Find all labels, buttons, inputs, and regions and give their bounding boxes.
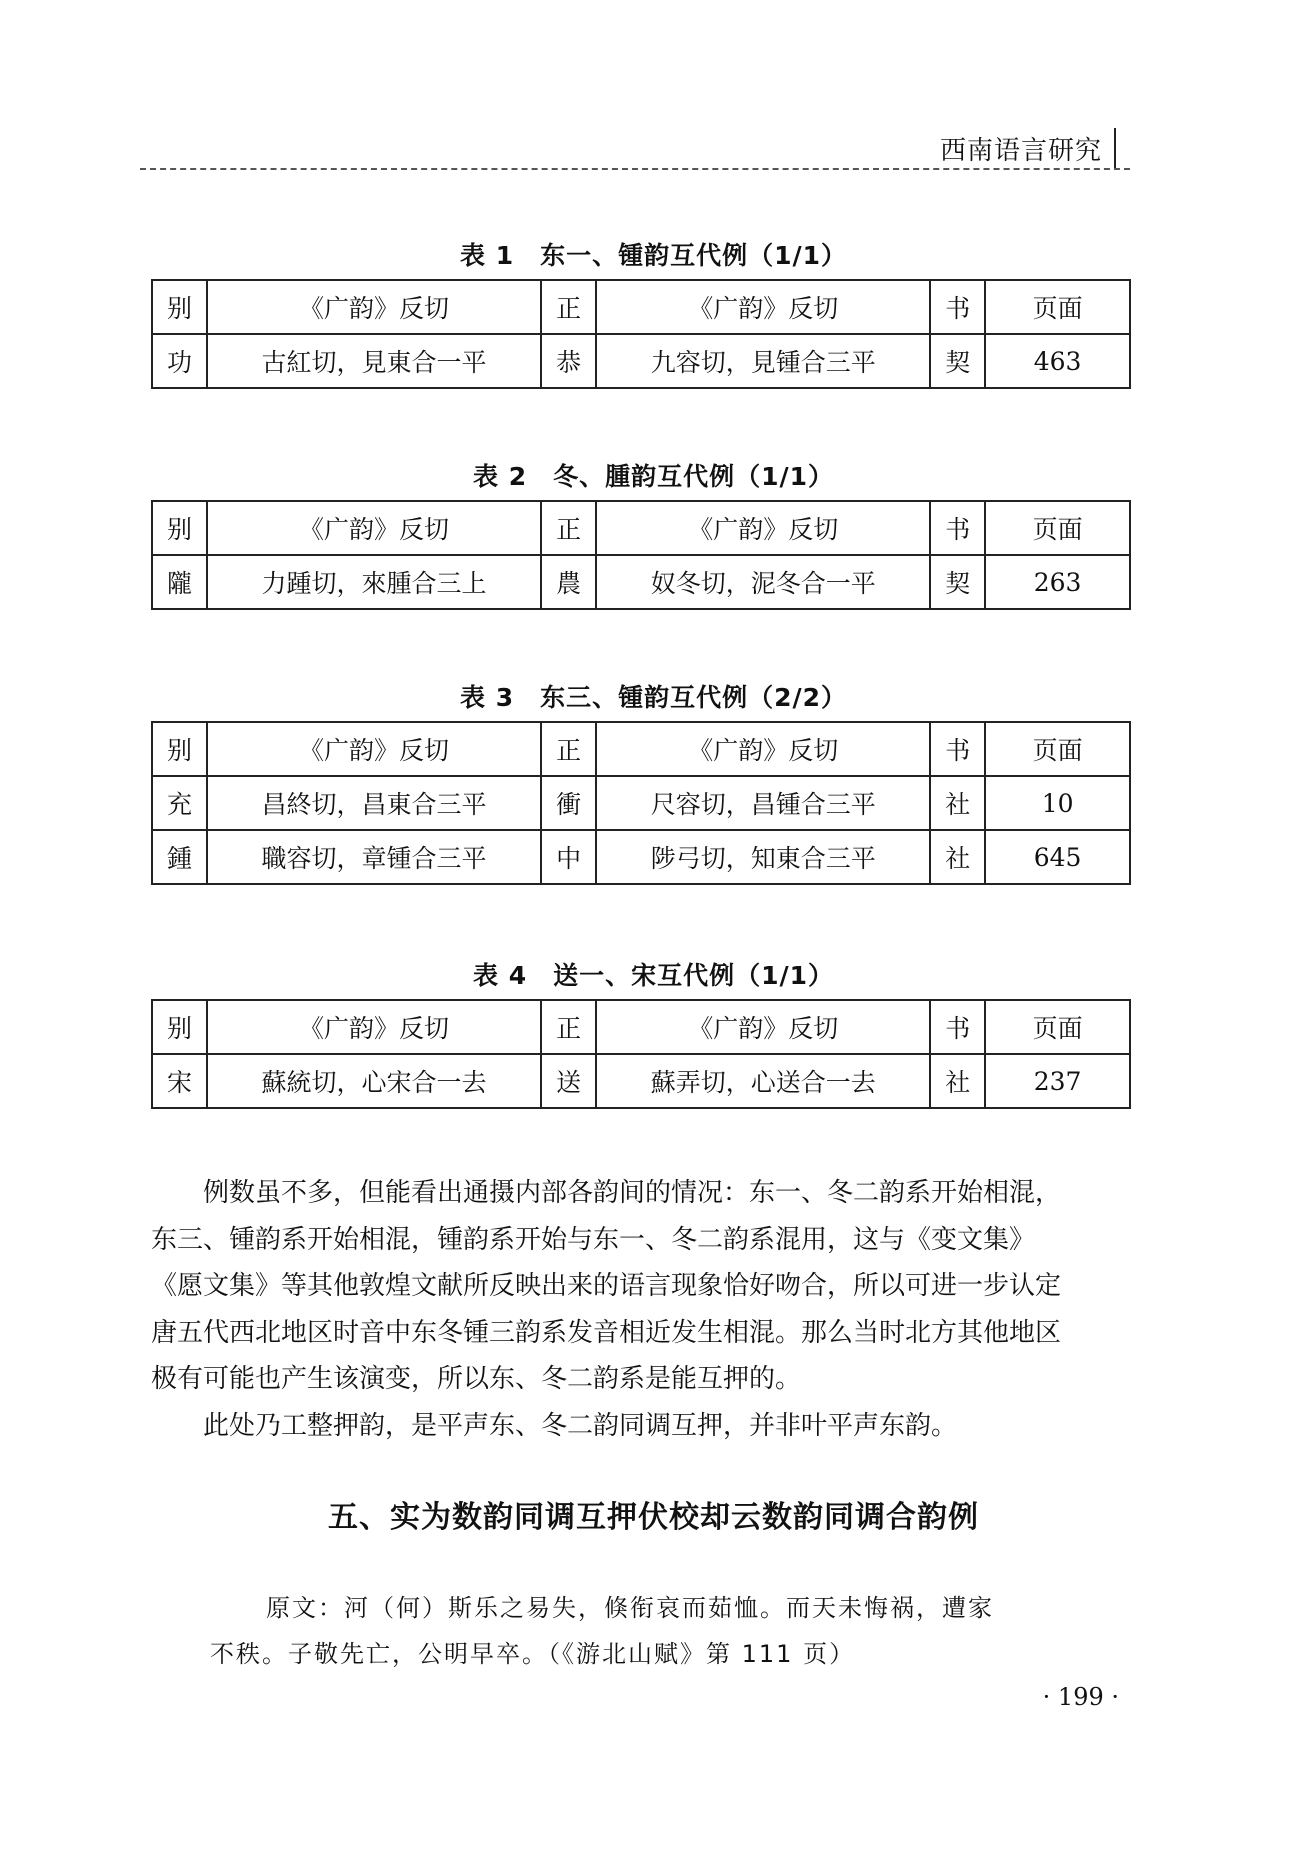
table-cell: 463 (985, 334, 1130, 388)
table-1 (151, 279, 1131, 389)
text-line: 《愿文集》等其他敦煌文献所反映出来的语言现象恰好吻合，所以可进一步认定 (151, 1271, 1062, 1301)
header-cell: 《广韵》反切 (207, 722, 541, 776)
header-dashed-rule (140, 168, 1130, 170)
header-cell: 页面 (985, 280, 1130, 334)
header-cell: 《广韵》反切 (596, 280, 930, 334)
header-cell: 书 (930, 501, 985, 555)
table-cell: 力踵切，來腫合三上 (207, 555, 541, 609)
header-cell: 页面 (985, 1000, 1130, 1054)
table-cell: 237 (985, 1054, 1130, 1108)
header-cell: 页面 (985, 722, 1130, 776)
table-cell: 鍾 (152, 830, 207, 884)
table-cell: 尺容切，昌锺合三平 (596, 776, 930, 830)
text-line: 此处乃工整押韵，是平声东、冬二韵同调互押，并非叶平声东韵。 (203, 1411, 958, 1441)
table-cell: 中 (541, 830, 596, 884)
table-header-row (152, 1000, 1130, 1054)
table-cell: 契 (930, 555, 985, 609)
table-cell: 送 (541, 1054, 596, 1108)
header-cell: 书 (930, 722, 985, 776)
header-cell: 正 (541, 501, 596, 555)
table-row (152, 830, 1130, 884)
page-number: · 199 · (1042, 1683, 1119, 1711)
header-cell: 《广韵》反切 (207, 1000, 541, 1054)
header-cell: 《广韵》反切 (207, 280, 541, 334)
table-2-caption: 表 2 冬、腫韵互代例（1/1） (472, 462, 835, 491)
table-3-caption: 表 3 东三、锺韵互代例（2/2） (459, 683, 848, 712)
table-2 (151, 500, 1131, 610)
table-cell: 蘇弄切，心送合一去 (596, 1054, 930, 1108)
table-cell: 古紅切，見東合一平 (207, 334, 541, 388)
text-line: 极有可能也产生该演变，所以东、冬二韵系是能互押的。 (151, 1364, 802, 1394)
header-cell: 正 (541, 722, 596, 776)
table-row (152, 776, 1130, 830)
table-cell: 九容切，見锺合三平 (596, 334, 930, 388)
table-cell: 昌終切，昌東合三平 (207, 776, 541, 830)
quote-line: 原文：河（何）斯乐之易失，倏衔哀而茹恤。而天未悔祸，遭家 (266, 1594, 994, 1622)
text-line: 东三、锺韵系开始相混，锺韵系开始与东一、冬二韵系混用，这与《变文集》 (151, 1224, 1036, 1255)
table-cell: 契 (930, 334, 985, 388)
table-row (152, 1054, 1130, 1108)
header-cell: 别 (152, 280, 207, 334)
header-cell: 《广韵》反切 (596, 501, 930, 555)
header-cell: 别 (152, 501, 207, 555)
header-cell: 《广韵》反切 (207, 501, 541, 555)
text-line: 例数虽不多，但能看出通摄内部各韵间的情况：东一、冬二韵系开始相混， (203, 1178, 1062, 1208)
section-heading: 五、实为数韵同调互押伏校却云数韵同调合韵例 (328, 1500, 979, 1535)
header-cell: 书 (930, 1000, 985, 1054)
header-divider (1114, 128, 1116, 168)
quoted-original-text (210, 1585, 1090, 1677)
table-4-caption: 表 4 送一、宋互代例（1/1） (472, 961, 835, 990)
header-cell: 页面 (985, 501, 1130, 555)
header-cell: 《广韵》反切 (596, 722, 930, 776)
table-header-row (152, 722, 1130, 776)
body-paragraph-1 (151, 1170, 1131, 1403)
table-cell: 職容切，章锺合三平 (207, 830, 541, 884)
header-cell: 书 (930, 280, 985, 334)
running-header (140, 112, 1130, 172)
table-cell: 10 (985, 776, 1130, 830)
table-cell: 衝 (541, 776, 596, 830)
header-cell: 《广韵》反切 (596, 1000, 930, 1054)
header-cell: 别 (152, 1000, 207, 1054)
table-4 (151, 999, 1131, 1109)
table-cell: 蘇統切，心宋合一去 (207, 1054, 541, 1108)
body-paragraph-2 (151, 1403, 1131, 1450)
table-cell: 充 (152, 776, 207, 830)
table-cell: 恭 (541, 334, 596, 388)
quote-line: 不秩。子敬先亡，公明早卒。（《游北山赋》第 111 页） (210, 1640, 856, 1668)
table-cell: 隴 (152, 555, 207, 609)
header-cell: 正 (541, 1000, 596, 1054)
table-cell: 功 (152, 334, 207, 388)
table-row (152, 555, 1130, 609)
table-header-row (152, 501, 1130, 555)
table-cell: 社 (930, 830, 985, 884)
table-cell: 陟弓切，知東合三平 (596, 830, 930, 884)
journal-name: 西南语言研究 (939, 136, 1102, 166)
header-cell: 正 (541, 280, 596, 334)
table-cell: 宋 (152, 1054, 207, 1108)
table-1-caption: 表 1 东一、锺韵互代例（1/1） (459, 241, 848, 270)
header-cell: 别 (152, 722, 207, 776)
table-cell: 社 (930, 776, 985, 830)
table-cell: 社 (930, 1054, 985, 1108)
table-cell: 奴冬切，泥冬合一平 (596, 555, 930, 609)
table-cell: 263 (985, 555, 1130, 609)
table-3 (151, 721, 1131, 885)
table-header-row (152, 280, 1130, 334)
table-cell: 645 (985, 830, 1130, 884)
table-cell: 農 (541, 555, 596, 609)
text-line: 唐五代西北地区时音中东冬锺三韵系发音相近发生相混。那么当时北方其他地区 (151, 1317, 1062, 1348)
table-row (152, 334, 1130, 388)
